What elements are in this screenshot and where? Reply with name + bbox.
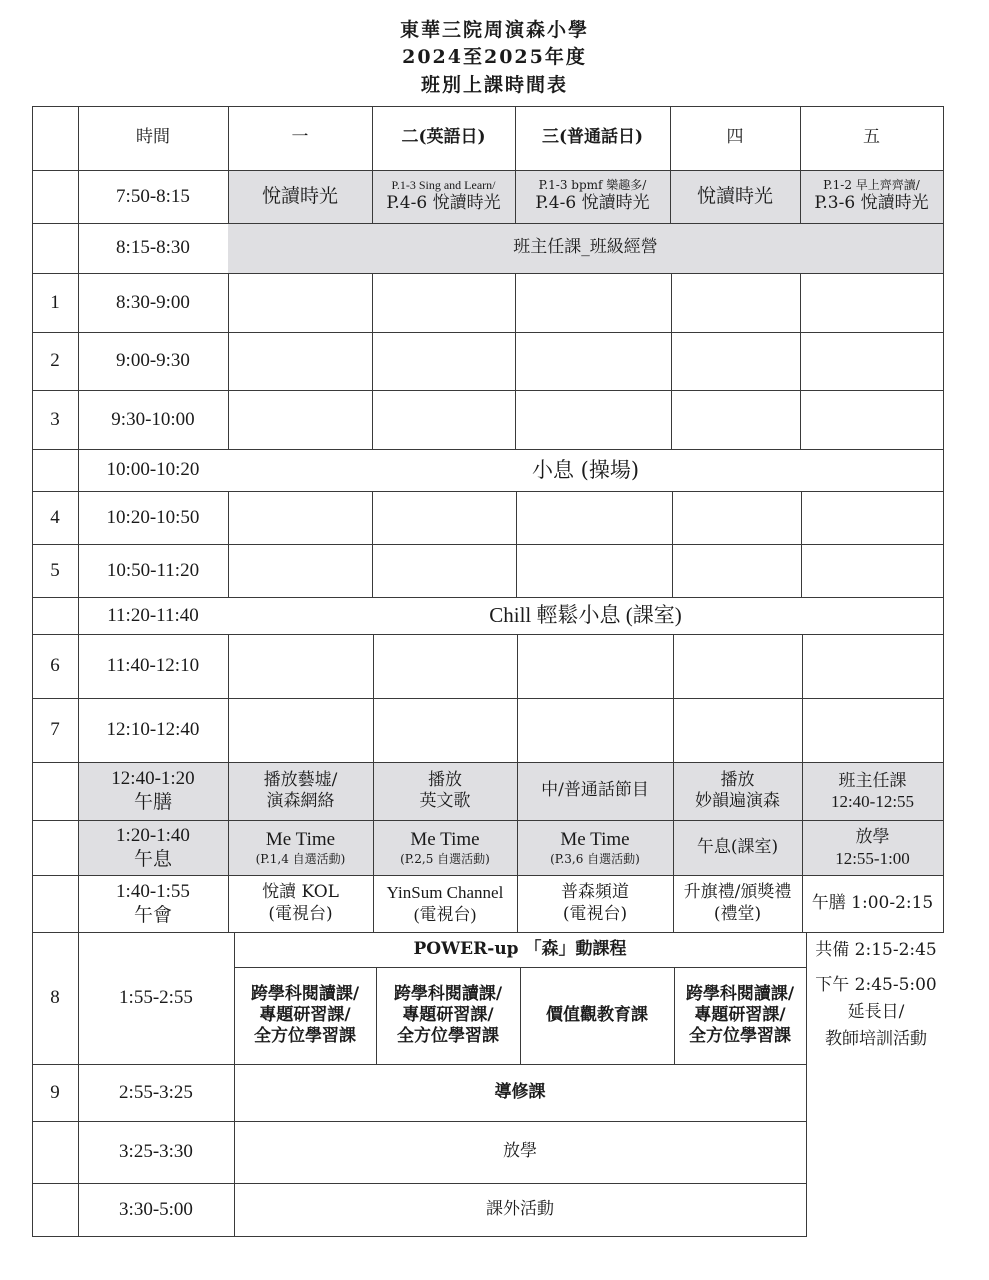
grid-line [372, 273, 373, 450]
time-cell [78, 875, 228, 932]
cell-line: P.1-3 Sing and Learn/ [391, 178, 496, 193]
time-cell: 7:50-8:15 [116, 185, 190, 207]
cell-line: 跨學科閱讀課/ [393, 983, 503, 1004]
cell-line: P.1-2 早上齊齊讀/ [823, 178, 920, 193]
period-number: 5 [50, 559, 60, 581]
lunch-monday [228, 762, 373, 820]
cell-line: 妙韻遍演森 [695, 791, 780, 811]
cell-line: 教師培訓活動 [825, 1029, 927, 1049]
grid-line [672, 491, 673, 598]
extra-curricular-activities: 課外活動 [486, 1198, 554, 1219]
rest-monday [228, 820, 373, 875]
grid-line [801, 491, 802, 598]
period-number: 1 [50, 291, 60, 313]
assembly-friday: 午膳 1:00-2:15 [811, 892, 934, 913]
time-cell: 9:30-10:00 [111, 408, 195, 430]
cell-line: (P.3,6 自選活動) [550, 851, 640, 866]
tutorial-lesson: 導修課 [494, 1081, 546, 1102]
grid-line [516, 491, 517, 598]
time-cell: 3:30-5:00 [119, 1198, 193, 1220]
assembly-tuesday [373, 875, 517, 932]
cell-line: P.1-3 bpmf 樂趣多/ [538, 178, 647, 193]
time-cell: 8:30-9:00 [116, 291, 190, 313]
rest-tuesday [373, 820, 517, 875]
time-cell: 3:25-3:30 [119, 1141, 193, 1163]
period-number: 2 [50, 350, 60, 372]
cell-line: P.4-6 悅讀時光 [535, 193, 650, 214]
grid-line [800, 273, 801, 450]
cell-line: 悅讀 KOL [262, 882, 339, 903]
cell-line: 播放 [428, 769, 462, 790]
rest-wednesday [517, 820, 673, 875]
time-cell: 8:15-8:30 [116, 237, 190, 259]
cell-line: 播放藝墟/ [263, 769, 338, 790]
cell-line: YinSum Channel [386, 883, 504, 903]
recess-playground: 小息 (操場) [531, 457, 640, 482]
cell-line: 班主任課 [838, 770, 907, 790]
period-number: 6 [50, 655, 60, 677]
friday-co-planning: 共備 2:15-2:45 [815, 940, 937, 961]
period-number: 3 [50, 408, 60, 430]
cell-line: 午會 [133, 904, 172, 926]
cell-line: 專題研習課/ [694, 1004, 786, 1025]
cell-line: 12:40-12:55 [830, 792, 915, 811]
reading-time-tuesday [372, 170, 515, 223]
period-number: 9 [50, 1081, 60, 1103]
cell-line: (P.2,5 自選活動) [400, 851, 490, 866]
grid-line [228, 491, 229, 598]
cell-line: 12:40-1:20 [111, 768, 195, 790]
header-thursday: 四 [726, 127, 744, 148]
time-cell: 2:55-3:25 [119, 1081, 193, 1103]
period-number: 4 [50, 506, 60, 528]
time-cell [78, 762, 228, 820]
lunch-thursday [673, 762, 802, 820]
cell-line: 全方位學習課 [689, 1026, 791, 1047]
cell-line: 下午 2:45-5:00 [815, 975, 937, 995]
cell-line: 午膳 [133, 792, 172, 813]
time-cell: 10:00-10:20 [106, 459, 200, 481]
grid-line [32, 1236, 807, 1237]
p8-thursday [674, 967, 806, 1064]
time-cell: 12:10-12:40 [106, 719, 200, 741]
cell-line: 普森頻道 [561, 882, 629, 903]
cell-line: 午息 [133, 848, 172, 870]
cell-line: (禮堂) [713, 903, 762, 924]
cell-line: Me Time [560, 829, 630, 851]
lunch-tuesday [373, 762, 517, 820]
time-cell [78, 820, 228, 875]
friday-extended-day [806, 970, 946, 1062]
grid-line [671, 273, 672, 450]
cell-line: 放學 [855, 827, 890, 847]
rest-thursday: 午息(課室) [696, 836, 779, 857]
reading-time-friday [800, 170, 943, 223]
p8-tuesday [376, 967, 520, 1064]
cell-line: Me Time [410, 829, 480, 851]
header-friday: 五 [863, 127, 880, 148]
grid-line [943, 106, 944, 933]
p8-wednesday: 價值觀教育課 [546, 1004, 648, 1025]
period-number: 7 [50, 719, 60, 741]
cell-line: 全方位學習課 [254, 1026, 356, 1047]
cell-line: 專題研習課/ [259, 1004, 351, 1025]
cell-line: Me Time [265, 829, 336, 851]
cell-line: 專題研習課/ [402, 1004, 494, 1025]
cell-line: 12:55-1:00 [835, 848, 910, 868]
cell-line: P.3-6 悅讀時光 [814, 193, 929, 214]
cell-line: 演森網絡 [266, 791, 335, 811]
header-wednesday: 三(普通話日) [541, 127, 644, 148]
time-cell: 10:20-10:50 [106, 506, 200, 528]
header-tuesday: 二(英語日) [401, 127, 486, 148]
class-teacher-session: 班主任課_班級經營 [513, 237, 658, 258]
cell-line: (P.1,4 自選活動) [255, 851, 346, 866]
assembly-wednesday [517, 875, 673, 932]
assembly-monday [228, 875, 373, 932]
time-cell: 11:20-11:40 [107, 604, 199, 626]
time-cell: 9:00-9:30 [116, 350, 190, 372]
cell-line: 播放 [720, 769, 755, 790]
lunch-friday [802, 762, 943, 820]
reading-time-monday: 悅讀時光 [261, 184, 338, 207]
cell-line: (電視台) [413, 904, 477, 924]
header-time: 時間 [136, 127, 170, 148]
time-cell: 11:40-12:10 [106, 655, 200, 677]
period-number: 8 [50, 987, 60, 1009]
school-name: 東華三院周演森小學 [399, 19, 589, 41]
cell-line: 跨學科閱讀課/ [685, 983, 795, 1004]
cell-line: 全方位學習課 [397, 1026, 499, 1047]
cell-line: 跨學科閱讀課/ [250, 983, 360, 1004]
dismissal: 放學 [503, 1141, 537, 1162]
reading-time-wednesday [515, 170, 670, 223]
assembly-thursday [673, 875, 802, 932]
time-cell: 10:50-11:20 [106, 559, 200, 581]
cell-line: 升旗禮/頒獎禮 [683, 882, 792, 903]
grid-line [372, 491, 373, 598]
cell-line: 延長日/ [847, 1002, 905, 1022]
power-up-programme: POWER-up 「森」動課程 [413, 938, 627, 959]
cell-line: P.4-6 悅讀時光 [386, 193, 501, 214]
cell-line: (電視台) [268, 903, 333, 924]
reading-time-thursday: 悅讀時光 [696, 184, 773, 207]
lunch-wednesday: 中/普通話節目 [541, 780, 649, 801]
p8-monday [234, 967, 376, 1064]
time-cell: 1:55-2:55 [119, 987, 193, 1009]
header-monday: 一 [291, 127, 309, 148]
grid-line [515, 273, 516, 450]
cell-line: 英文歌 [419, 791, 471, 811]
cell-line: 1:40-1:55 [116, 880, 190, 902]
rest-friday [802, 820, 943, 875]
grid-line [228, 273, 229, 450]
school-year: 2024至2025年度 [402, 46, 587, 68]
timetable-title: 班別上課時間表 [420, 74, 568, 96]
cell-line: (電視台) [562, 903, 628, 924]
chill-recess-classroom: Chill 輕鬆小息 (課室) [489, 603, 682, 628]
cell-line: 1:20-1:40 [116, 824, 190, 846]
